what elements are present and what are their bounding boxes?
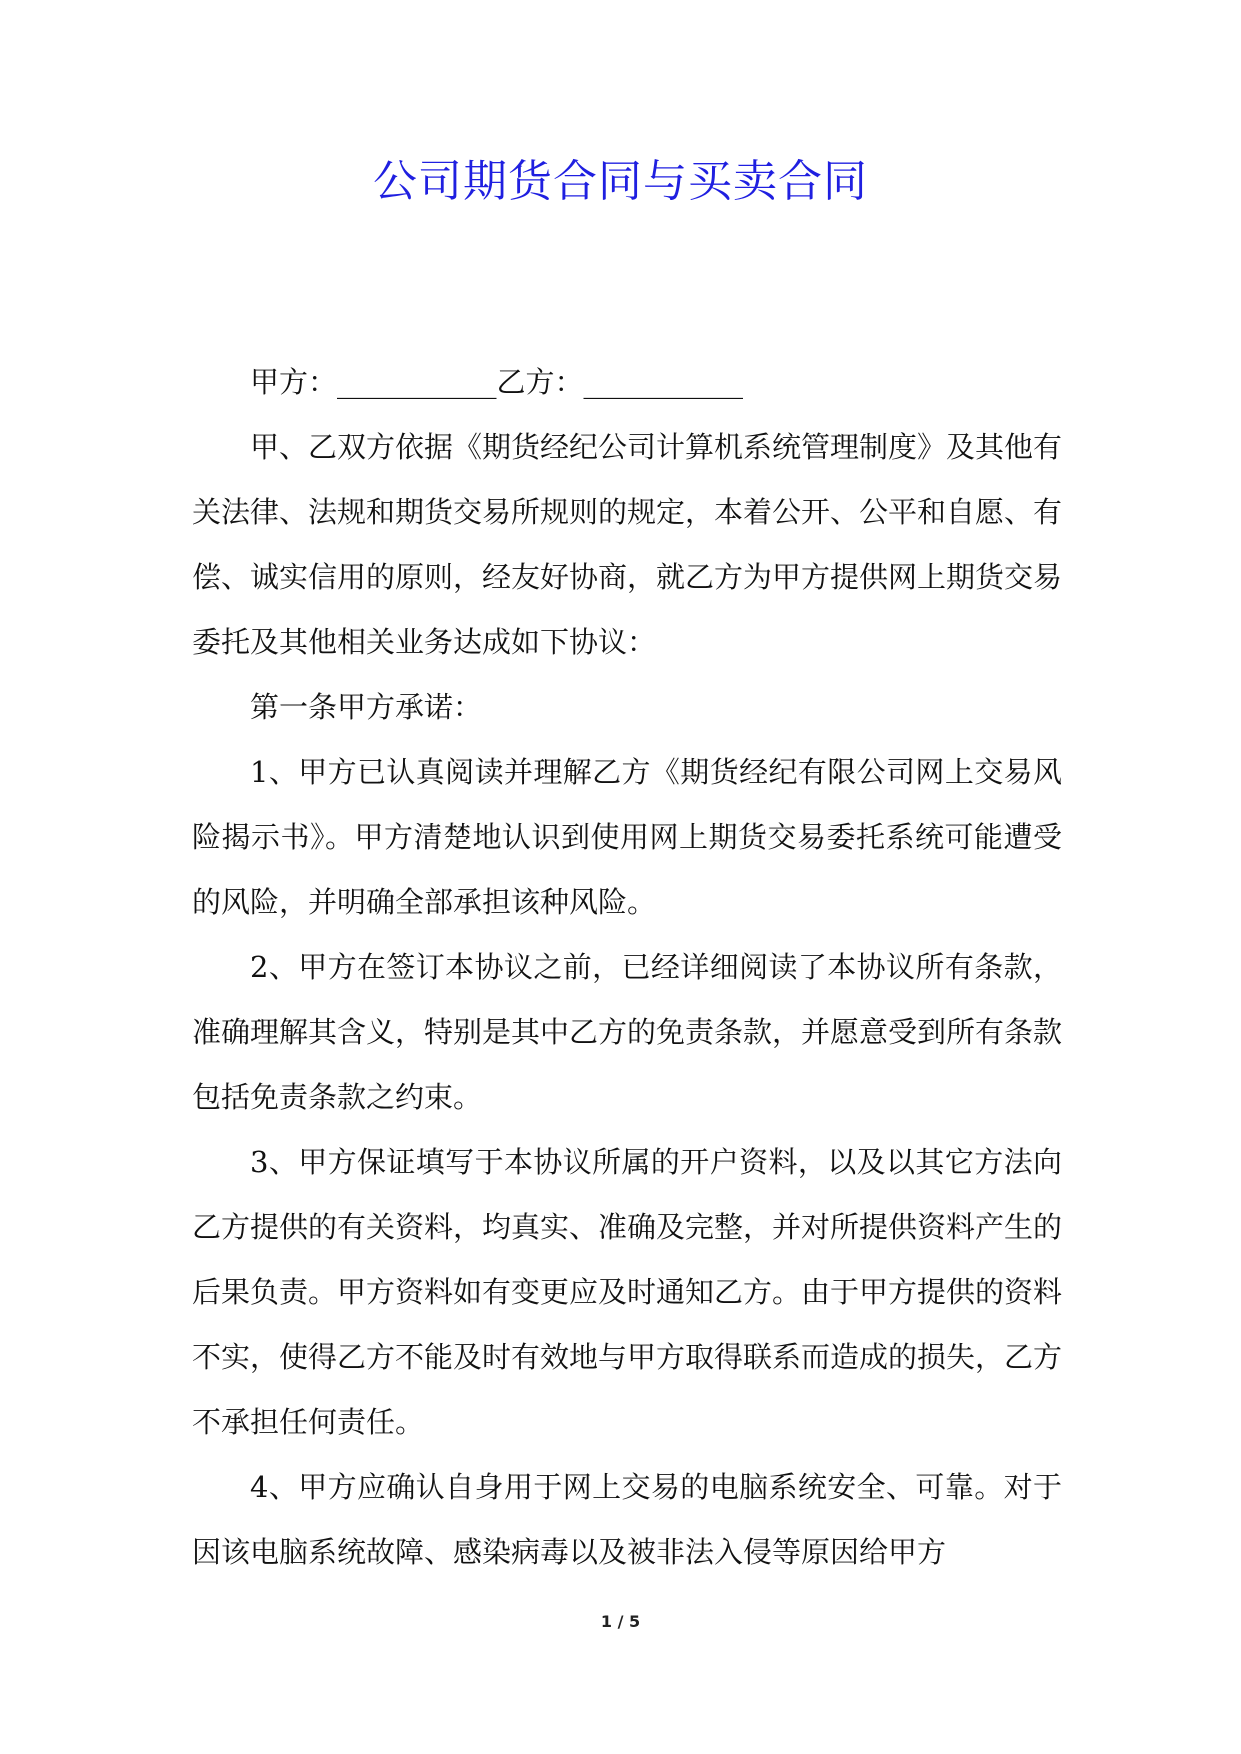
paragraph-clause-3: 3、甲方保证填写于本协议所属的开户资料，以及以其它方法向乙方提供的有关资料，均真实、准确及完整，并对所提供资料产生的后果负责。甲方资料如有变更应及时通知乙方。由于甲方提供的资料不实，使得乙方不能及时有效地与甲方取得联系而造成的损失，乙方不承担任何责任。 (192, 1145, 1063, 1439)
document-body (192, 350, 1062, 1585)
paragraph-clause-2: 2、甲方在签订本协议之前，已经详细阅读了本协议所有条款，准确理解其含义，特别是其中乙方的免责条款，并愿意受到所有条款包括免责条款之约束。 (192, 950, 1063, 1114)
paragraph-clause-4: 4、甲方应确认自身用于网上交易的电脑系统安全、可靠。对于因该电脑系统故障、感染病毒以及被非法入侵等原因给甲方 (192, 1470, 1062, 1569)
document-title: 公司期货合同与买卖合同 (373, 156, 868, 207)
paragraph-preamble: 甲、乙双方依据《期货经纪公司计算机系统管理制度》及其他有关法律、法规和期货交易所规则的规定，本着公开、公平和自愿、有偿、诚实信用的原则，经友好协商，就乙方为甲方提供网上期货交易委托及其他相关业务达成如下协议： (192, 430, 1063, 659)
article-heading: 第一条甲方承诺： (250, 690, 483, 724)
paragraph-clause-1: 1、甲方已认真阅读并理解乙方《期货经纪有限公司网上交易风险揭示书》。甲方清楚地认识到使用网上期货交易委托系统可能遭受的风险，并明确全部承担该种风险。 (192, 755, 1062, 919)
page-number: 1 / 5 (600, 1612, 641, 1631)
parties-line: 甲方：___________乙方：___________ (250, 365, 744, 399)
